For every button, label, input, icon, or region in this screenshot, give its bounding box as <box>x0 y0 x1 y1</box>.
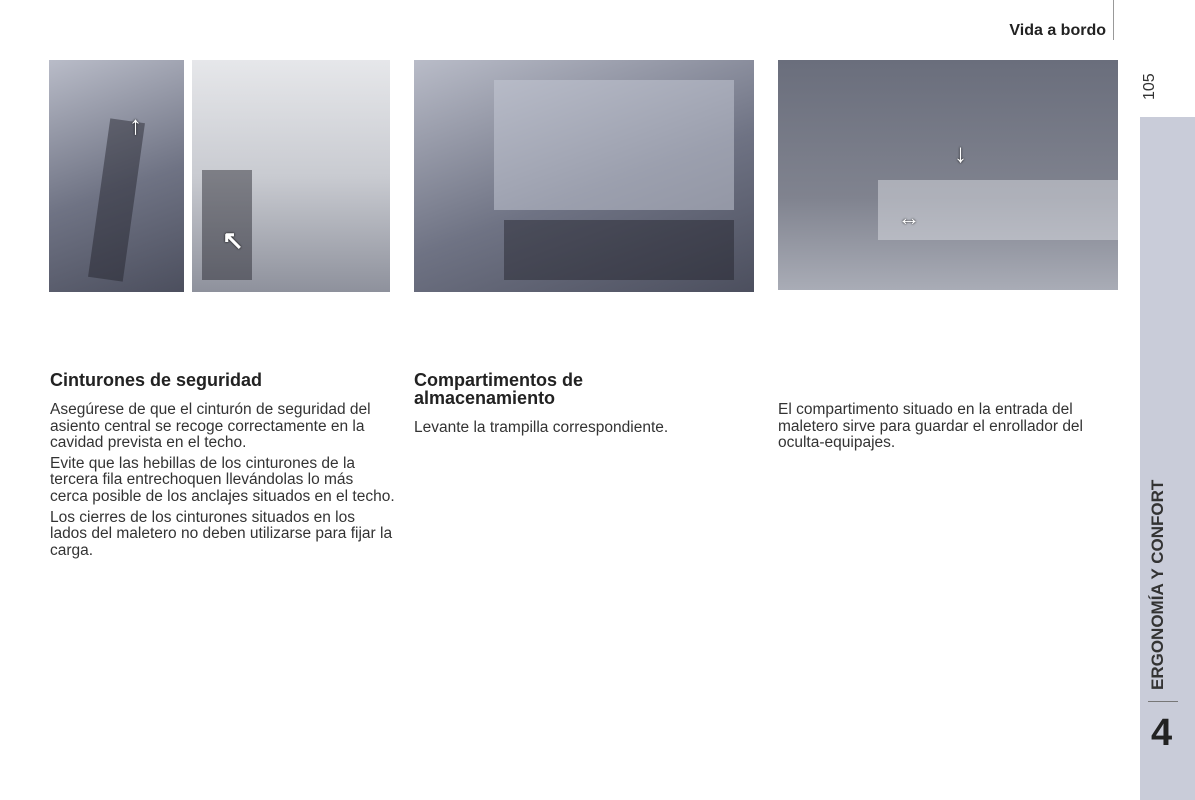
chapter-tab[interactable] <box>1140 117 1195 800</box>
seatbelt-text <box>50 402 395 563</box>
chapter-divider <box>1148 701 1178 702</box>
chapter-number: 4 <box>1151 712 1173 754</box>
paragraph: Los cierres de los cinturones situados en los lados del maletero no deben utilizarse para fijar la carga. <box>50 508 393 559</box>
paragraph: El compartimento situado en la entrada del maletero sirve para guardar el enrollador del oculta-equipajes. <box>778 401 1083 452</box>
trunk-text <box>778 402 1123 456</box>
section-title: Vida a bordo <box>1009 22 1106 39</box>
storage-text <box>414 420 754 441</box>
photo-trunk-entrance <box>778 60 1118 290</box>
photo-seatbelt-anchor <box>49 60 184 292</box>
header-rule <box>1113 0 1114 40</box>
photo-third-row-seat <box>192 60 390 292</box>
chapter-title: ERGONOMÍA Y CONFORT <box>1148 479 1167 690</box>
photo-storage-compartment <box>414 60 754 292</box>
page-number: 105 <box>1141 73 1158 100</box>
arrow-horizontal-icon: ↔ <box>898 205 920 230</box>
paragraph: Asegúrese de que el cinturón de seguridad del asiento central se recoge correctamente en la cavidad prevista en el techo. <box>50 401 371 452</box>
heading-seatbelts: Cinturones de seguridad <box>50 370 263 390</box>
paragraph: Levante la trampilla correspondiente. <box>414 419 669 436</box>
arrow-up-icon: ↑ <box>129 110 142 140</box>
heading-storage: Compartimentos de almacenamiento <box>414 370 584 408</box>
arrow-down-icon: ↓ <box>954 138 967 168</box>
paragraph: Evite que las hebillas de los cinturones de la tercera fila entrechoquen llevándolas lo más cerca posible de los anclajes situados en el techo. <box>50 454 395 505</box>
arrow-diagonal-icon: ↖ <box>222 225 244 255</box>
